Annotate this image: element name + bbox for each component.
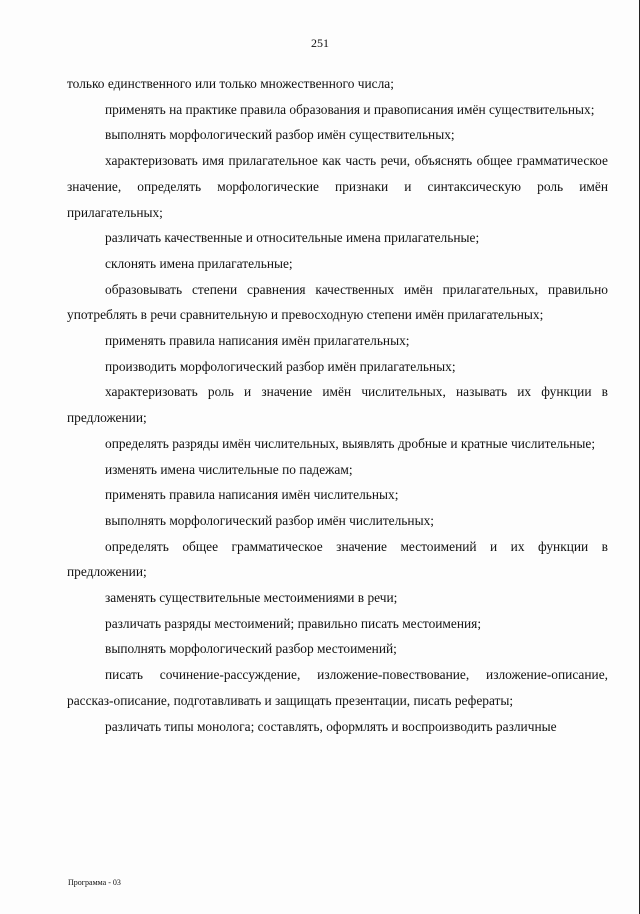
paragraph: различать типы монолога; составлять, оформлять и воспроизводить различные [105, 718, 557, 734]
paragraph: различать качественные и относительные имена прилагательные; [105, 230, 480, 246]
paragraph: выполнять морфологический разбор имён существительных; [105, 127, 455, 143]
paragraph: склонять имена прилагательные; [105, 255, 293, 271]
paragraph: заменять существительные местоимениями в речи; [105, 590, 398, 606]
paragraph: различать разряды местоимений; правильно писать местоимения; [105, 615, 482, 631]
paragraph: применять правила написания имён числительных; [105, 487, 399, 503]
paragraph: характеризовать имя прилагательное как часть речи, объяснять общее грамматическое значение, определять морфологические признаки и синтаксическую роль имён прилагательных; [67, 153, 608, 220]
paragraph: применять правила написания имён прилагательных; [105, 333, 410, 349]
paragraph: производить морфологический разбор имён прилагательных; [105, 358, 456, 374]
paragraph: определять общее грамматическое значение местоимений и их функции в предложении; [67, 538, 608, 580]
paragraph: образовывать степени сравнения качественных имён прилагательных, правильно употреблять в речи сравнительную и превосходную степени имён прилагательных; [67, 281, 608, 323]
paragraph: только единственного или только множественного числа; [67, 76, 394, 91]
paragraph: изменять имена числительные по падежам; [105, 461, 353, 477]
body-text [67, 71, 608, 739]
page-footer: Программа - 03 [68, 878, 121, 887]
paragraph: определять разряды имён числительных, выявлять дробные и кратные числительные; [105, 435, 596, 451]
paragraph: выполнять морфологический разбор имён числительных; [105, 512, 434, 528]
paragraph: применять на практике правила образования и правописания имён существительных; [105, 101, 595, 117]
paragraph: писать сочинение-рассуждение, изложение-повествование, изложение-описание, рассказ-описание, подготавливать и защищать презентации, писать рефераты; [67, 667, 608, 708]
paragraph: характеризовать роль и значение имён числительных, называть их функции в предложении; [67, 384, 608, 426]
page-number: 251 [311, 36, 329, 50]
paragraph: выполнять морфологический разбор местоимений; [105, 641, 397, 657]
